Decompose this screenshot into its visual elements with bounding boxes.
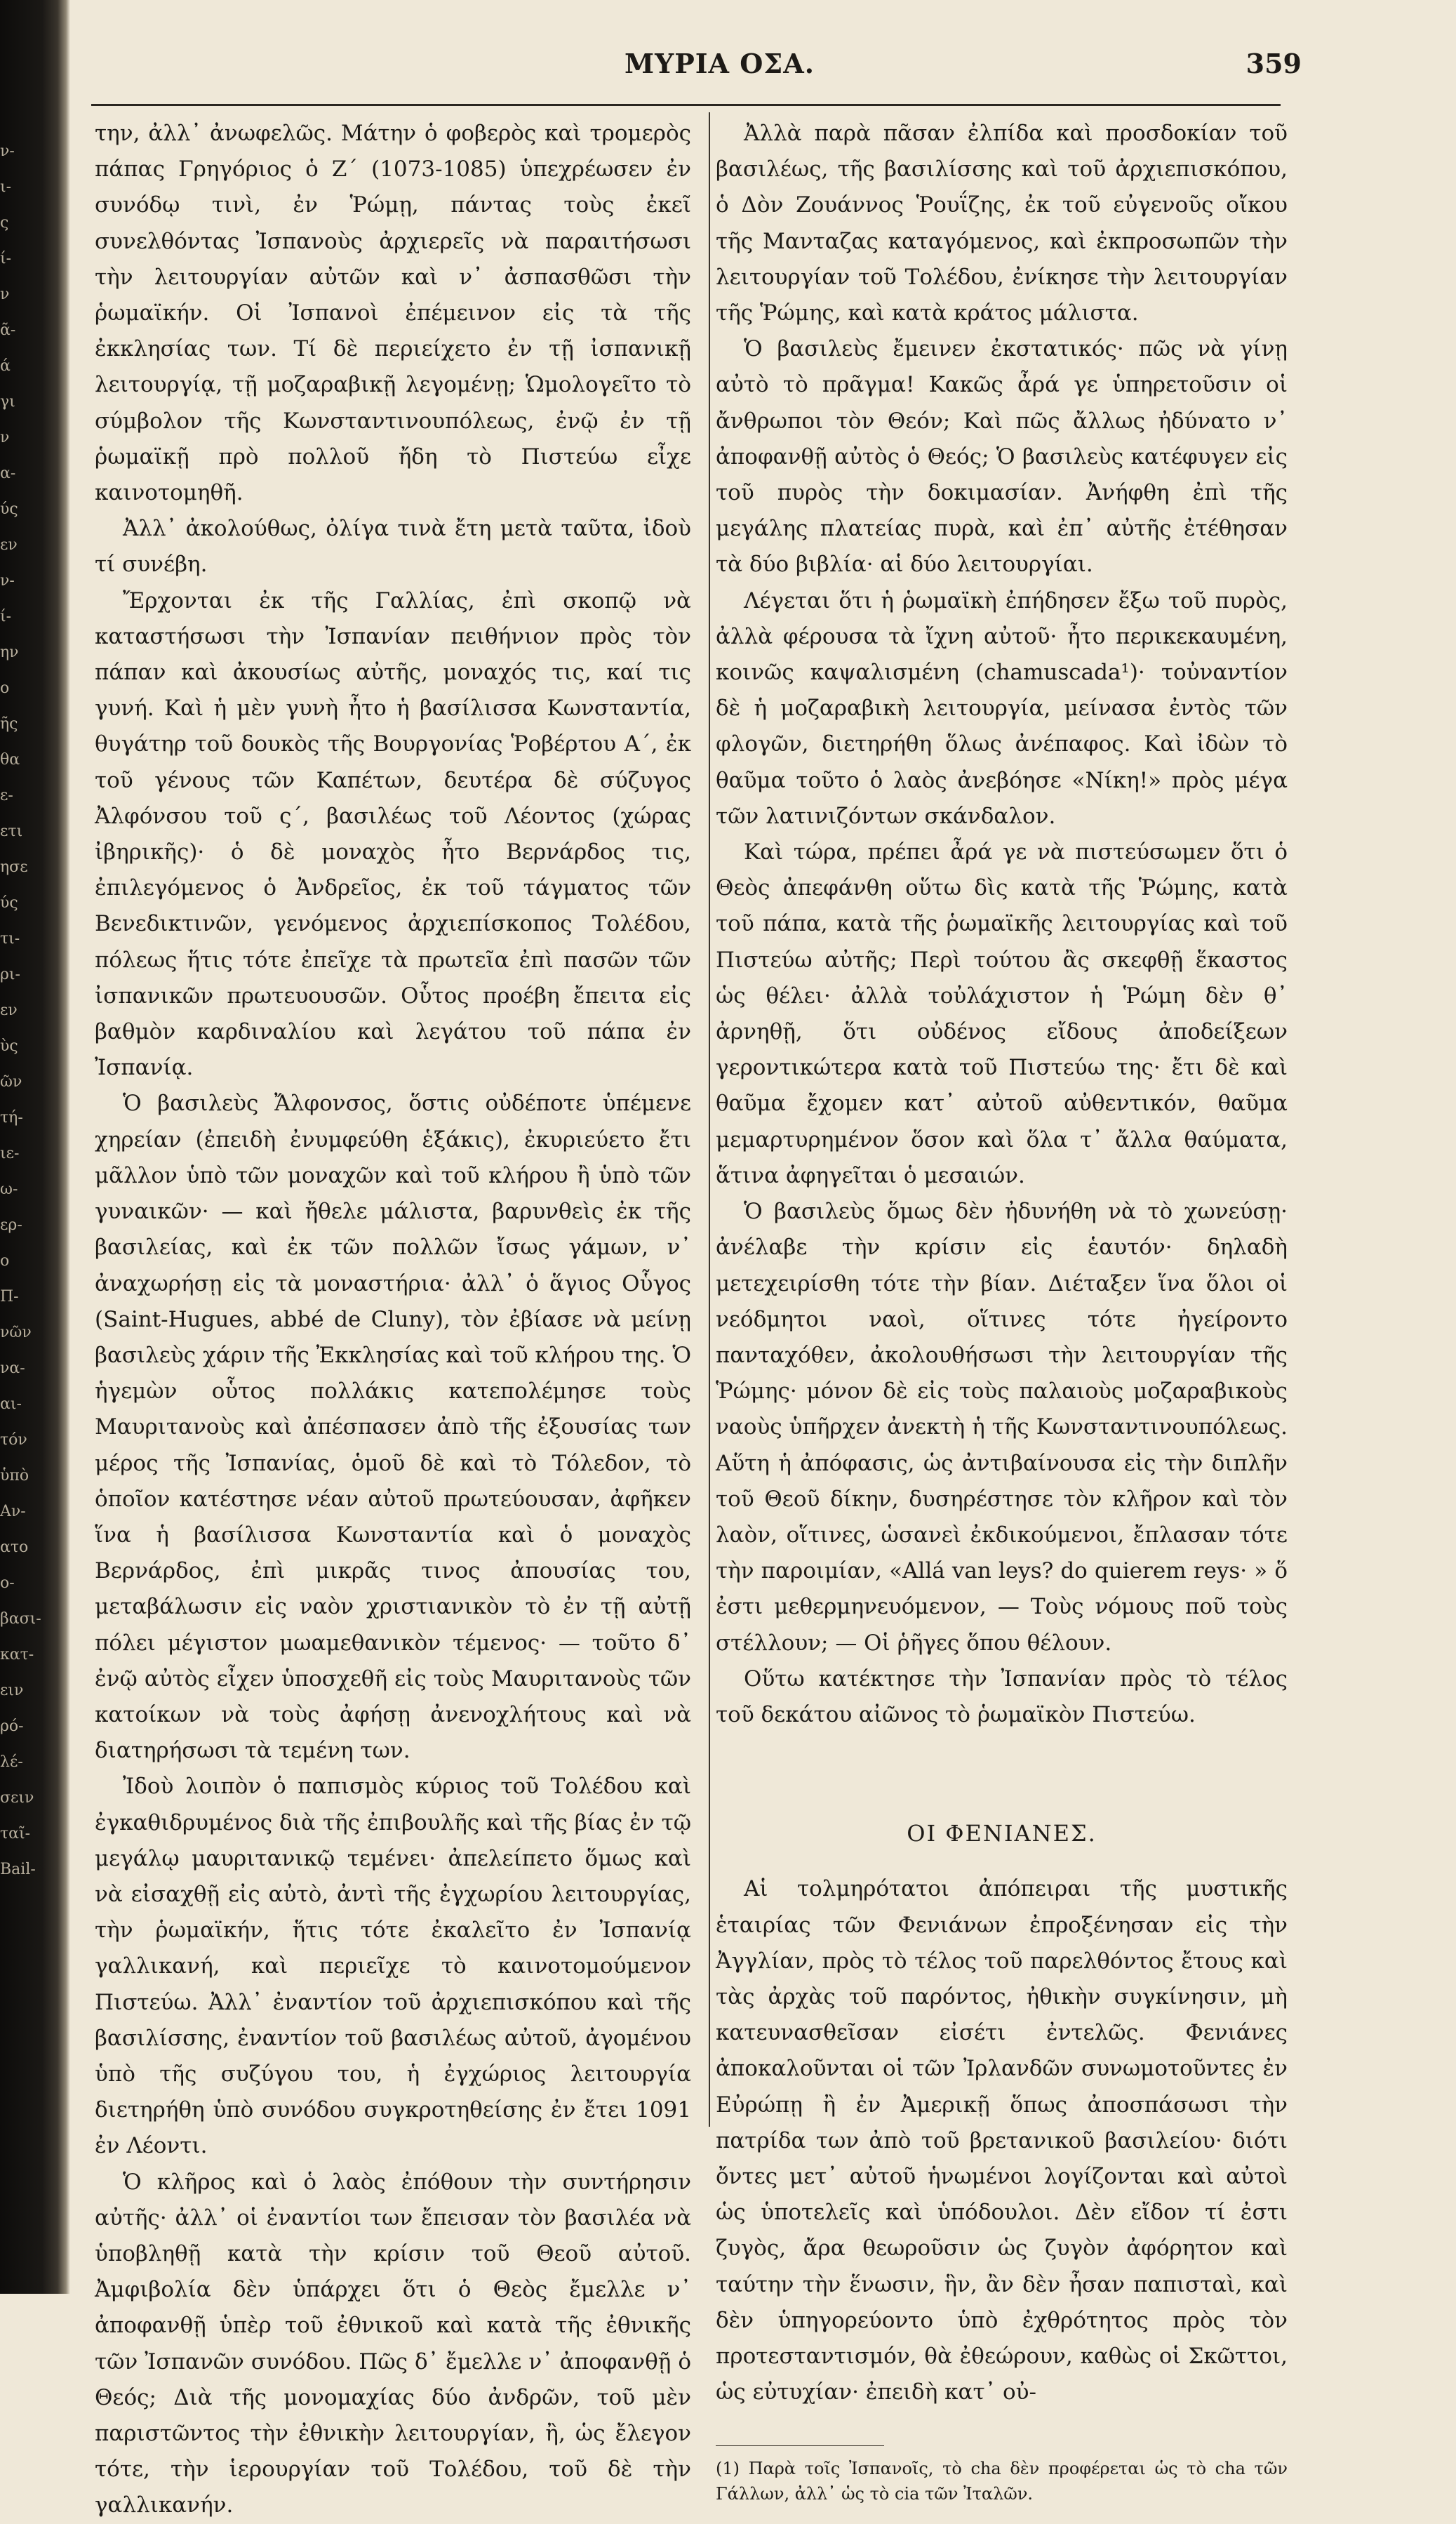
bleed-fragment: νῶν [0,1324,32,1341]
page-number: 359 [1245,48,1302,79]
bleed-fragment: τόν [0,1431,27,1449]
bleed-fragment: ά [0,357,11,375]
bleed-fragment: βασι- [0,1610,41,1628]
bleed-fragment: ατο [0,1539,29,1556]
section-paragraph: Αἱ τολμηρότατοι ἀπόπειραι τῆς μυστικῆς ἑταιρίας τῶν Φενιάνων ἐπροξένησαν εἰς τὴν Ἀγγλίαν, πρὸς τὸ τέλος τοῦ παρελθόντος ἔτους καὶ τὰς ἀρχὰς τοῦ παρόντος, ἠθικὴν συγκίνησιν, μὴ κατευνασθεῖσαν εἰσέτι ἐντελῶς. Φενιάνες ἀποκαλοῦνται οἱ τῶν Ἰρλανδῶν συνωμοτοῦντες ἐν Εὐρώπῃ ἢ ἐν Ἀμερικῇ ὅπως ἀποσπάσωσι τὴν πατρίδα των ἀπὸ τοῦ βρετανικοῦ βασιλείου· διότι ὄντες μετ᾽ αὐτοῦ ἡνωμένοι λογίζονται καὶ αὐτοὶ ὡς ὑποτελεῖς καὶ ὑπόδουλοι. Δὲν εἴδον τί ἐστι ζυγὸς, ἄρα θεωροῦσιν ὡς ζυγὸν ἀφόρητον καὶ ταύτην τὴν ἕνωσιν, ἣν, ἂν δὲν ἦσαν παπισταὶ, καὶ δὲν ὑπηγορεύοντο ὑπὸ ἐχθρότητος πρὸς τὸν προτεσταντισμόν, θὰ ἐθεώρουν, καθὼς οἱ Σκῶττοι, ὡς εὐτυχίαν· ἐπειδὴ κατ᾽ οὐ- [716,1876,1288,2405]
bleed-fragment: ύς [0,500,18,518]
right-paragraph: Λέγεται ὅτι ἡ ῥωμαϊκὴ ἐπήδησεν ἔξω τοῦ πυρὸς, ἀλλὰ φέρουσα τὰ ἴχνη αὐτοῦ· ἦτο περικεκαυμένη, κοινῶς καψαλισμένη (chamuscada¹)· τοὐναντίον δὲ ἡ μοζαραβικὴ λειτουργία, μείνασα ἐντὸς τῶν φλογῶν, διετηρήθη ὅλως ἀνέπαφος. Καὶ ἰδὼν τὸ θαῦμα τοῦτο ὁ λαὸς ἀνεβόησε «Νίκη!» πρὸς μέγα τῶν λατινιζόντων σκάνδαλον. [716,587,1288,829]
bleed-fragment: ι- [0,178,12,196]
bleed-fragment: ην [0,644,19,661]
bleed-fragment: θα [0,751,20,769]
bleed-fragment: ω- [0,1181,18,1198]
bleed-fragment: ᾶ- [0,321,16,339]
column-divider [709,112,710,2127]
bleed-fragment: ταῖ- [0,1825,31,1842]
bleed-fragment: να- [0,1360,25,1377]
bleed-fragment: ερ- [0,1216,22,1234]
left-paragraph: Ἰδοὺ λοιπὸν ὁ παπισμὸς κύριος τοῦ Τολέδου καὶ ἐγκαθιδρυμένος διὰ τῆς ἐπιβουλῆς καὶ τῆς βίας ἐν τῷ μεγάλῳ μαυριτανικῷ τεμένει· ἀπελείπετο ὅμως καὶ νὰ εἰσαχθῇ εἰς αὐτὸ, ἀντὶ τῆς ἐγχωρίου λειτουργίας, τὴν ῥωμαϊκήν, ἥτις τότε ἐκαλεῖτο ἐν Ἰσπανίᾳ γαλλικανή, καὶ περιεῖχε τὸ καινοτομούμενον Πιστεύω. Ἀλλ᾽ ἐναντίον τοῦ ἀρχιεπισκόπου καὶ τῆς βασιλίσσης, ἐναντίον τοῦ βασιλέως αὐτοῦ, ἀγομένου ὑπὸ τῆς συζύγου του, ἡ ἐγχώριος λειτουργία διετηρήθη ὑπὸ συνόδου συγκροτηθείσης ἐν ἔτει 1091 ἐν Λέοντι. [95,1774,691,2159]
bleed-fragment: α- [0,465,16,482]
right-paragraph: Καὶ τώρα, πρέπει ἆρά γε νὰ πιστεύσωμεν ὅτι ὁ Θεὸς ἀπεφάνθη οὕτω δὶς κατὰ τῆς Ῥώμης, κατὰ τοῦ πάπα, κατὰ τῆς ῥωμαϊκῆς λειτουργίας καὶ τοῦ Πιστεύω αὐτῆς; Περὶ τούτου ἂς σκεφθῇ ἕκαστος ὡς θέλει· ἀλλὰ τοὐλάχιστον ἡ Ῥώμη δὲν θ᾽ ἀρνηθῇ, ὅτι οὐδένος εἴδους ἀποδείξεων γεροντικώτερα κατὰ τοῦ Πιστεύω της· ἔτι δὲ καὶ θαῦμα ἔχομεν κατ᾽ αὐτοῦ αὐθεντικόν, θαῦμα μεμαρτυρημένον ὅσον καὶ ὅλα τ᾽ ἄλλα θαύματα, ἅτινα ἀφηγεῖται ὁ μεσαιών. [716,839,1288,1188]
bleed-fragment: ὺς [0,1037,18,1055]
left-column [95,116,691,2524]
bleed-fragment: κατ- [0,1646,34,1663]
bleed-fragment: σειν [0,1789,34,1807]
right-column [716,116,1288,2506]
bleed-fragment: ν- [0,142,15,160]
bleed-fragment: ν- [0,572,15,590]
bleed-fragment: ο [0,679,10,697]
bleed-fragment: ιε- [0,1145,20,1162]
running-head [91,48,1302,90]
bleed-fragment: ετι [0,823,23,840]
right-paragraph: Οὕτω κατέκτησε τὴν Ἰσπανίαν πρὸς τὸ τέλος τοῦ δεκάτου αἰῶνος τὸ ῥωμαϊκὸν Πιστεύω. [716,1666,1288,1727]
bleed-fragment: Π- [0,1288,19,1306]
bleed-fragment: ο- [0,1574,15,1592]
left-paragraph: Ἔρχονται ἐκ τῆς Γαλλίας, ἐπὶ σκοπῷ νὰ καταστήσωσι τὴν Ἰσπανίαν πειθήνιον πρὸς τὸν πάπαν καὶ ἀκουσίως αὐτῆς, μοναχός τις, καί τις γυνή. Καὶ ἡ μὲν γυνὴ ἦτο ἡ βασίλισσα Κωνσταντία, θυγάτηρ τοῦ δουκὸς τῆς Βουργονίας Ῥοβέρτου Α´, ἐκ τοῦ γένους τῶν Καπέτων, δευτέρα δὲ σύζυγος Ἀλφόνσου τοῦ ς´, βασιλέως τοῦ Λέοντος (χώρας ἰβηρικῆς)· ὁ δὲ μοναχὸς ἦτο Βερνάρδος τις, ἐπιλεγόμενος ὁ Ἀνδρεῖος, ἐκ τοῦ τάγματος τῶν Βενεδικτινῶν, γενόμενος ἀρχιεπίσκοπος Τολέδου, πόλεως ἥτις τότε ἐπεῖχε τὰ πρωτεῖα ἐπὶ πασῶν τῶν ἰσπανικῶν πρωτευουσῶν. Οὗτος προέβη ἔπειτα εἰς βαθμὸν καρδιναλίου καὶ λεγάτου τοῦ πάπα ἐν Ἰσπανίᾳ. [95,587,691,1081]
bleed-fragment: ειν [0,1682,24,1699]
left-paragraph: Ὁ κλῆρος καὶ ὁ λαὸς ἐπόθουν τὴν συντήρησιν αὐτῆς· ἀλλ᾽ οἱ ἐναντίοι των ἔπεισαν τὸν βασιλέα νὰ ὑποβληθῇ κατὰ τὴν κρίσιν τοῦ Θεοῦ αὐτοῦ. Ἀμφιβολία δὲν ὑπάρχει ὅτι ὁ Θεὸς ἔμελλε ν᾽ ἀποφανθῇ ὑπὲρ τοῦ ἐθνικοῦ καὶ κατὰ τῆς ἐθνικῆς τῶν Ἰσπανῶν συνόδου. Πῶς δ᾽ ἔμελλε ν᾽ ἀποφανθῇ ὁ Θεός; Διὰ τῆς μονομαχίας δύο ἀνδρῶν, τοῦ μὲν παριστῶντος τὴν ἐθνικὴν λειτουργίαν, ἢ, ὡς ἔλεγον τότε, τὴν ἱερουργίαν τοῦ Τολέδου, τοῦ δὲ τὴν γαλλικανήν. [95,2169,691,2518]
bleed-fragment: ῆς [0,715,18,733]
header-rule [91,104,1281,106]
bleed-fragment: ν [0,286,10,303]
bleed-fragment: ν [0,429,10,446]
bleed-fragment: Bail- [0,1861,36,1878]
bleed-fragment: ς [0,214,9,232]
section-heading: ΟΙ ΦΕΝΙΑΝΕΣ. [907,1820,1097,1847]
margin-bleed-through [0,133,42,2169]
bleed-fragment: εν [0,536,18,554]
bleed-fragment: ύς [0,894,18,912]
bleed-fragment: τι- [0,930,20,948]
bleed-fragment: ησε [0,858,28,876]
running-title: ΜΥΡΙΑ ΟΣΑ. [625,48,815,79]
bleed-fragment: γι [0,393,15,411]
bleed-fragment: εν [0,1002,18,1019]
bleed-fragment: ί- [0,608,12,625]
bleed-fragment: ρι- [0,966,20,983]
right-paragraph: Ἀλλὰ παρὰ πᾶσαν ἐλπίδα καὶ προσδοκίαν τοῦ βασιλέως, τῆς βασιλίσσης καὶ τοῦ ἀρχιεπισκόπου, ὁ Δὸν Ζουάννος Ῥουΐζης, ἐκ τοῦ εὐγενοῦς οἴκου τῆς Μανταζας καταγόμενος, καὶ ἐκπροσωπῶν τὴν λειτουργίαν τοῦ Τολέδου, ἐνίκησε τὴν λειτουργίαν τῆς Ῥώμης, καὶ κατὰ κράτος μάλιστα. [716,121,1288,326]
footnote-rule [716,2445,884,2446]
right-paragraph: Ὁ βασιλεὺς ὅμως δὲν ἠδυνήθη νὰ τὸ χωνεύσῃ· ἀνέλαβε τὴν κρίσιν εἰς ἑαυτόν· δηλαδὴ μετεχειρίσθη τότε τὴν βίαν. Διέταξεν ἵνα ὅλοι οἱ νεόδμητοι ναοὶ, οἵτινες τότε ἠγείροντο πανταχόθεν, ἀκολουθήσωσι τὴν λειτουργίαν τῆς Ῥώμης· μόνον δὲ εἰς τοὺς παλαιοὺς μοζαραβικοὺς ναοὺς ὑπῆρχεν ἀνεκτὴ ἡ τῆς Κωνσταντινουπόλεως. Αὕτη ἡ ἀπόφασις, ὡς ἀντιβαίνουσα εἰς τὴν διπλῆν τοῦ Θεοῦ δίκην, δυσηρέστησε τὸν κλῆρον καὶ τὸν λαὸν, οἵτινες, ὡσανεὶ ἐκδικούμενοι, ἔπλασαν τότε τὴν παροιμίαν, «Allá van leys? do quierem reys· » ὅ ἐστι μεθερμηνευόμενον, — Τοὺς νόμους ποῦ τοὺς στέλλουν; — Οἱ ῥῆγες ὅπου θέλουν. [716,1199,1288,1656]
bleed-fragment: Αν- [0,1503,26,1520]
left-paragraph: Ὁ βασιλεὺς Ἄλφονσος, ὅστις οὐδέποτε ὑπέμενε χηρείαν (ἐπειδὴ ἐνυμφεύθη ἑξάκις), ἐκυριεύετο ἔτι μᾶλλον ὑπὸ τῶν μοναχῶν καὶ τοῦ κλήρου ἢ ὑπὸ τῶν γυναικῶν· — καὶ ἤθελε μάλιστα, βαρυνθεὶς ἐκ τῆς βασιλείας, καὶ ἐκ τῶν πολλῶν ἴσως γάμων, ν᾽ ἀναχωρήσῃ εἰς τὰ μοναστήρια· ἀλλ᾽ ὁ ἅγιος Οὗγος (Saint-Hugues, abbé de Cluny), τὸν ἐβίασε νὰ μείνῃ βασιλεὺς χάριν τῆς Ἐκκλησίας καὶ τοῦ κλήρου της. Ὁ ἡγεμὼν οὗτος πολλάκις κατεπολέμησε τοὺς Μαυριτανοὺς καὶ ἀπέσπασεν ἀπὸ τῆς ἐξουσίας των μέρος τῆς Ἰσπανίας, ὁμοῦ δὲ καὶ τὸ Τόλεδον, τὸ ὁποῖον κατέστησε νέαν αὐτοῦ πρωτεύουσαν, ἀφῆκεν ἵνα ἡ βασίλισσα Κωνσταντία καὶ ὁ μοναχὸς Βερνάρδος, ἐπὶ μικρᾶς τινος ἀπουσίας του, μεταβάλωσιν εἰς ναὸν χριστιανικὸν τὸ ἐν τῇ αὐτῇ πόλει μέγιστον μωαμεθανικὸν τέμενος· — τοῦτο δ᾽ ἐνῷ αὐτὸς εἶχεν ὑποσχεθῆ εἰς τοὺς Μαυριτανοὺς τῶν κατοίκων νὰ τοὺς ἀφήσῃ ἀνενοχλήτους καὶ νὰ διατηρήσωσι τὰ τεμένη των. [95,1091,692,1764]
bleed-fragment: ε- [0,787,13,804]
right-paragraph: Ὁ βασιλεὺς ἔμεινεν ἐκστατικός· πῶς νὰ γίνῃ αὐτὸ τὸ πρᾶγμα! Κακῶς ἆρά γε ὑπηρετοῦσιν οἱ ἄνθρωποι τὸν Θεόν; Καὶ πῶς ἄλλως ἠδύνατο ν᾽ ἀποφανθῇ αὐτὸς ὁ Θεός; Ὁ βασιλεὺς κατέφυγεν εἰς τοῦ πυρὸς τὴν δοκιμασίαν. Ἀνήφθη ἐπὶ τῆς μεγάλης πλατείας πυρὰ, καὶ ἐπ᾽ αὐτῆς ἐτέθησαν τὰ δύο βιβλία· αἱ δύο λειτουργίαι. [716,336,1288,578]
footnote: (1) Παρὰ τοῖς Ἰσπανοῖς, τὸ cha δὲν προφέρεται ὡς τὸ cha τῶν Γάλλων, ἀλλ᾽ ὡς τὸ cia τῶν Ἰταλῶν. [716,2459,1288,2504]
bleed-fragment: τή- [0,1109,23,1127]
left-paragraph: Ἀλλ᾽ ἀκολούθως, ὀλίγα τινὰ ἔτη μετὰ ταῦτα, ἰδοὺ τί συνέβη. [95,516,691,578]
left-paragraph: την, ἀλλ᾽ ἀνωφελῶς. Μάτην ὁ φοβερὸς καὶ τρομερὸς πάπας Γρηγόριος ὁ Ζ´ (1073-1085) ὑπεχρέωσεν ἐν συνόδῳ τινὶ, ἐν Ῥώμῃ, πάντας τοὺς ἐκεῖ συνελθόντας Ἰσπανοὺς ἀρχιερεῖς νὰ παραιτήσωσι τὴν λειτουργίαν αὐτῶν καὶ ν᾽ ἀσπασθῶσι τὴν ῥωμαϊκήν. Οἱ Ἰσπανοὶ ἐπέμεινον εἰς τὰ τῆς ἐκκλησίας των. Τί δὲ περιείχετο ἐν τῇ ἰσπανικῇ λειτουργίᾳ, τῇ μοζαραβικῇ λεγομένῃ; Ὡμολογεῖτο τὸ σύμβολον τῆς Κωνσταντινουπόλεως, ἐνῷ ἐν τῇ ῥωμαϊκῇ πρὸ πολλοῦ ἤδη τὸ Πιστεύω εἶχε καινοτομηθῆ. [95,121,691,506]
bleed-fragment: λέ- [0,1753,23,1771]
bleed-fragment: ο [0,1252,10,1270]
bleed-fragment: ὑπὸ [0,1467,29,1484]
bleed-fragment: αι- [0,1395,22,1413]
bleed-fragment: ῶν [0,1073,22,1091]
bleed-fragment: ί- [0,250,12,267]
bleed-fragment: ρό- [0,1718,24,1735]
